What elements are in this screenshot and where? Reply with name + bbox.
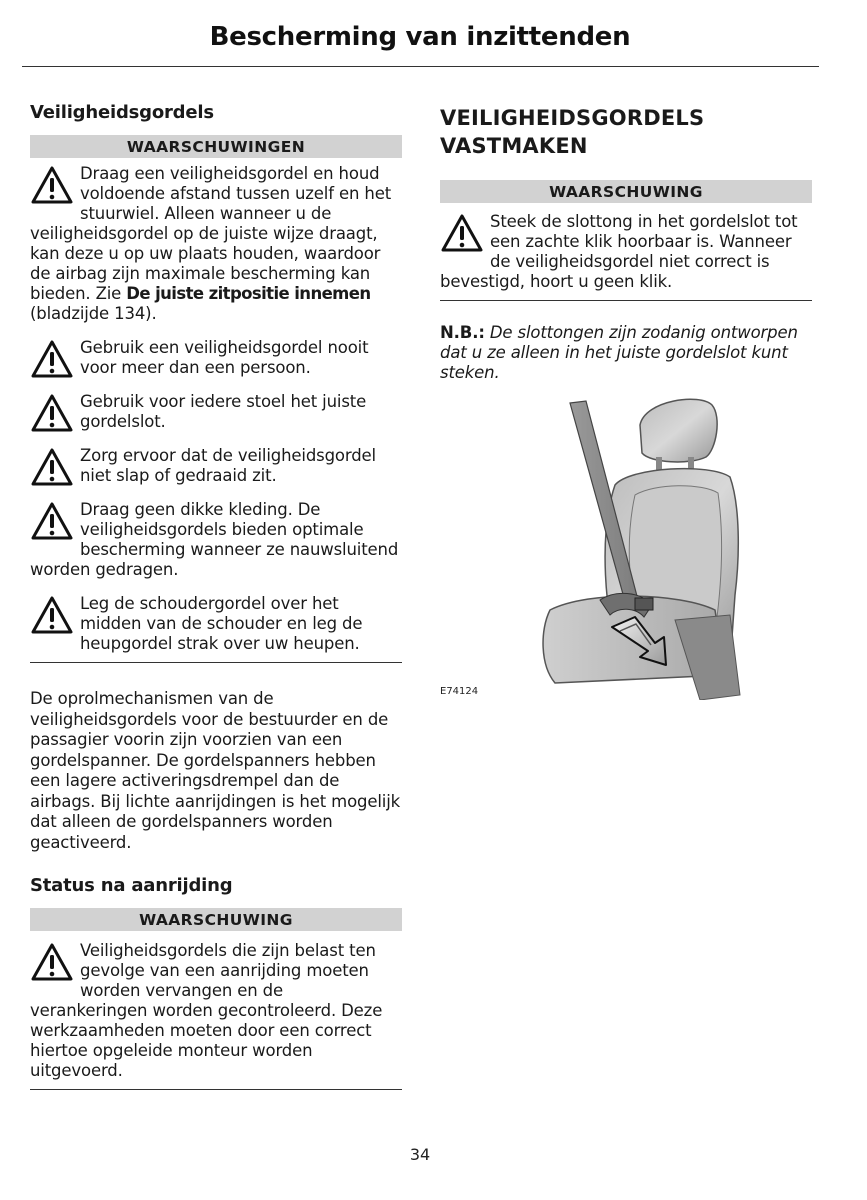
section-heading-line1: VEILIGHEIDSGORDELS [440, 106, 705, 130]
warning-text: Draag geen dikke kleding. De veiligheidsgordels bieden optimale bescherming wanneer ze nauwsluitend worden gedragen. [30, 500, 399, 579]
warning-triangle-icon [30, 595, 74, 635]
warning-triangle-icon [30, 447, 74, 487]
warning-text: Gebruik voor iedere stoel het juiste gordelslot. [80, 392, 367, 431]
warning-item [30, 941, 402, 1081]
warning-text: Draag een veiligheidsgordel en houd voldoende afstand tussen uzelf en het stuurwiel. Alleen wanneer u de veiligheidsgordel op de juiste wijze draagt, kan deze u op uw plaats houden, waardoor de airbag zijn maximale bescherming kan bieden. Zie [30, 164, 392, 303]
warning-box-collision [30, 908, 402, 1090]
left-column [30, 102, 402, 1090]
warning-text-suffix: (bladzijde 134). [30, 304, 157, 323]
page-title: Bescherming van inzittenden [209, 22, 631, 52]
warning-item [30, 446, 402, 486]
page-number: 34 [409, 1145, 431, 1164]
warning-end-rule [440, 300, 812, 301]
note-text: De slottongen zijn zodanig ontworpen dat u ze alleen in het juiste gordelslot kunt steken. [440, 323, 798, 382]
warning-text: Steek de slottong in het gordelslot tot een zachte klik hoorbaar is. Wanneer de veiligheidsgordel niet correct is bevestigd, hoort u geen klik. [440, 212, 798, 291]
warning-item [30, 500, 402, 580]
warning-text: Veiligheidsgordels die zijn belast ten gevolge van een aanrijding moeten worden vervangen en de verankeringen worden gecontroleerd. Deze werkzaamheden moeten door een correct hiertoe opgeleide monteur worden uitgevoerd. [30, 941, 383, 1080]
section-heading-status-after-collision: Status na aanrijding [30, 875, 233, 896]
warning-triangle-icon [30, 165, 74, 205]
note-label: N.B.: [440, 323, 485, 342]
warning-triangle-icon [440, 213, 484, 253]
section-heading-seatbelts: Veiligheidsgordels [30, 102, 214, 123]
warnings-end-rule [30, 662, 402, 663]
warning-text: Leg de schoudergordel over het midden van de schouder en leg de heupgordel strak over uw heupen. [80, 594, 363, 653]
warning-triangle-icon [30, 501, 74, 541]
body-paragraph-pretensioner: De oprolmechanismen van de veiligheidsgordels voor de bestuurder en de passagier voorin zijn voorzien van een gordelspanner. De gordelspanners hebben een lagere activeringsdrempel dan de airbags. Bij lichte aanrijdingen is het mogelijk dat alleen de gordelspanners worden geactiveerd. [30, 689, 401, 852]
warning-item [30, 392, 402, 432]
warning-triangle-icon [30, 393, 74, 433]
warning-text: Gebruik een veiligheidsgordel nooit voor meer dan een persoon. [80, 338, 369, 377]
seatbelt-buckle-illustration [440, 395, 812, 700]
section-heading-line2: VASTMAKEN [440, 134, 588, 158]
right-column [440, 104, 812, 383]
figure-code: E74124 [440, 686, 479, 697]
page-reference-link[interactable]: De juiste zitpositie innemen [126, 284, 371, 303]
warning-item [30, 338, 402, 378]
note [440, 323, 812, 383]
title-divider [22, 66, 819, 67]
warning-item [30, 164, 402, 324]
warning-box-fastening [440, 180, 812, 301]
warning-heading: WAARSCHUWING [440, 180, 812, 203]
warning-item [30, 594, 402, 654]
warning-triangle-icon [30, 942, 74, 982]
section-heading-fastening [440, 104, 812, 160]
warning-heading: WAARSCHUWING [30, 908, 402, 931]
warning-text: Zorg ervoor dat de veiligheidsgordel niet slap of gedraaid zit. [80, 446, 376, 485]
warning-triangle-icon [30, 339, 74, 379]
warning-item [440, 212, 812, 292]
warning-end-rule [30, 1089, 402, 1090]
warnings-heading: WAARSCHUWINGEN [30, 135, 402, 158]
warnings-box [30, 135, 402, 663]
